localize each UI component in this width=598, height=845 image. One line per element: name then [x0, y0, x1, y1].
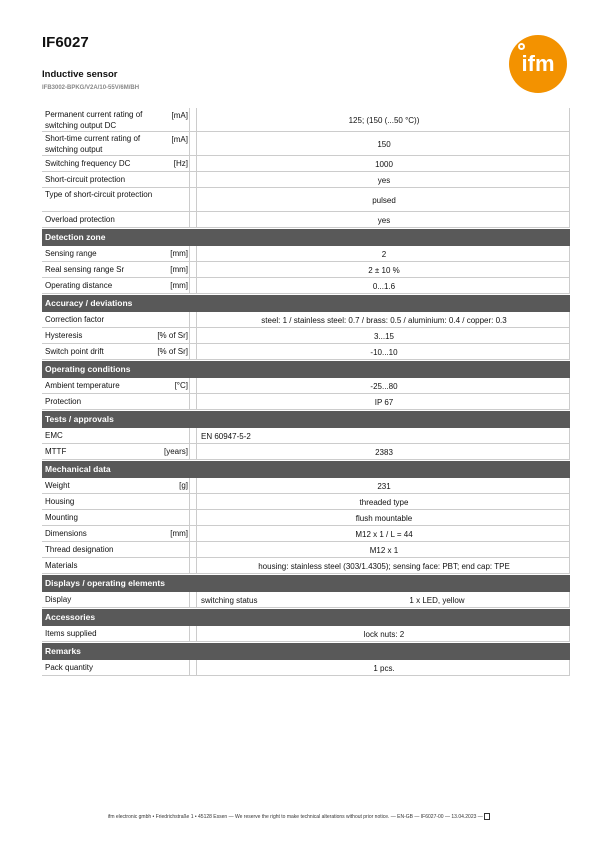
- spec-row: [42, 132, 570, 156]
- section-header: Accessories: [42, 609, 570, 626]
- spec-unit: [% of Sr]: [157, 331, 188, 340]
- spec-value: -10...10: [370, 347, 398, 357]
- spec-row: [42, 312, 570, 328]
- spec-row: [42, 592, 570, 608]
- spec-value-secondary: 1 x LED, yellow: [409, 595, 465, 605]
- spec-value: M12 x 1 / L = 44: [355, 529, 413, 539]
- spec-unit: [mm]: [170, 265, 188, 274]
- spec-value: 2383: [375, 447, 393, 457]
- spec-unit: [g]: [179, 481, 188, 490]
- spec-table: [42, 108, 570, 676]
- section-header: Mechanical data: [42, 461, 570, 478]
- spec-row: [42, 478, 570, 494]
- spec-row: [42, 262, 570, 278]
- section-header: Detection zone: [42, 229, 570, 246]
- spec-label: Sensing range: [45, 249, 97, 258]
- spec-value: EN 60947-5-2: [201, 431, 251, 441]
- spec-row: [42, 660, 570, 676]
- spec-value: housing: stainless steel (303/1.4305); sensing face: PBT; end cap: TPE: [258, 561, 510, 571]
- spec-row: [42, 494, 570, 510]
- page-title: IF6027: [42, 34, 89, 51]
- ifm-logo: [509, 35, 567, 93]
- spec-row: [42, 344, 570, 360]
- spec-row: [42, 278, 570, 294]
- spec-label: Display: [45, 595, 72, 604]
- spec-value: yes: [377, 175, 391, 185]
- spec-label: Switch point drift: [45, 347, 104, 356]
- spec-unit: [Hz]: [173, 159, 188, 168]
- spec-label: Overload protection: [45, 215, 115, 224]
- spec-row: [42, 394, 570, 410]
- spec-value: 1000: [375, 159, 393, 169]
- spec-label: Short-time current rating of switching output: [45, 134, 141, 154]
- spec-row: [42, 378, 570, 394]
- spec-label: Ambient temperature: [45, 381, 120, 390]
- spec-row: [42, 156, 570, 172]
- spec-row: [42, 188, 570, 212]
- spec-label: MTTF: [45, 447, 67, 456]
- spec-value: 2 ± 10 %: [368, 265, 400, 275]
- logo-dot-icon: [518, 43, 525, 50]
- section-header: Operating conditions: [42, 361, 570, 378]
- section-header: Displays / operating elements: [42, 575, 570, 592]
- spec-value: M12 x 1: [369, 545, 399, 555]
- spec-value: -25...80: [370, 381, 398, 391]
- spec-label: Thread designation: [45, 545, 114, 554]
- product-subtitle: Inductive sensor: [42, 69, 118, 80]
- spec-label: Housing: [45, 497, 75, 506]
- spec-value: 125; (150 (...50 °C)): [348, 115, 420, 125]
- spec-value: lock nuts: 2: [363, 629, 405, 639]
- spec-value: 0...1.6: [372, 281, 396, 291]
- spec-unit: [% of Sr]: [157, 347, 188, 356]
- spec-value: flush mountable: [355, 513, 413, 523]
- spec-value: 1 pcs.: [373, 663, 395, 673]
- spec-label: Short-circuit protection: [45, 175, 126, 184]
- spec-label: Mounting: [45, 513, 78, 522]
- spec-unit: [years]: [163, 447, 188, 456]
- spec-label: Type of short-circuit protection: [45, 190, 153, 199]
- spec-row: [42, 510, 570, 526]
- spec-label: Materials: [45, 561, 78, 570]
- spec-row: [42, 542, 570, 558]
- spec-row: [42, 558, 570, 574]
- spec-row: [42, 428, 570, 444]
- spec-row: [42, 212, 570, 228]
- spec-label: Permanent current rating of switching output DC: [45, 110, 143, 130]
- page-icon: [484, 813, 490, 820]
- spec-row: [42, 172, 570, 188]
- spec-value: switching status: [201, 595, 258, 605]
- spec-label: Operating distance: [45, 281, 113, 290]
- spec-label: Dimensions: [45, 529, 87, 538]
- spec-row: [42, 626, 570, 642]
- spec-value: 2: [381, 249, 387, 259]
- spec-label: Weight: [45, 481, 70, 490]
- spec-label: EMC: [45, 431, 63, 440]
- spec-unit: [mA]: [171, 111, 188, 120]
- spec-label: Switching frequency DC: [45, 159, 131, 168]
- spec-value: yes: [377, 215, 391, 225]
- spec-row: [42, 246, 570, 262]
- spec-value: IP 67: [374, 397, 394, 407]
- spec-value: 3...15: [373, 331, 394, 341]
- spec-value: pulsed: [372, 195, 396, 205]
- section-header: Tests / approvals: [42, 411, 570, 428]
- product-code: IFB3002-BPKG/V2A/10-55V/6M/BH: [42, 85, 140, 91]
- spec-row: [42, 328, 570, 344]
- spec-unit: [°C]: [174, 381, 188, 390]
- spec-label: Hysteresis: [45, 331, 83, 340]
- spec-row: [42, 444, 570, 460]
- spec-value: 231: [377, 481, 391, 491]
- spec-row: [42, 108, 570, 132]
- spec-value: steel: 1 / stainless steel: 0.7 / brass: 0.5 / aluminium: 0.4 / copper: 0.3: [261, 315, 507, 325]
- spec-unit: [mm]: [170, 529, 188, 538]
- spec-value: 150: [377, 139, 391, 149]
- footer-text: ifm electronic gmbh • Friedrichstraße 1 • 45128 Essen — We reserve the right to make technical alterations without prior notice. — EN-GB — IF6027-00 — 13.04.2023 —: [107, 813, 483, 820]
- section-header: Accuracy / deviations: [42, 295, 570, 312]
- section-header: Remarks: [42, 643, 570, 660]
- logo-text: ifm: [521, 51, 555, 76]
- spec-label: Protection: [45, 397, 82, 406]
- spec-value: threaded type: [359, 497, 409, 507]
- spec-unit: [mm]: [170, 281, 188, 290]
- spec-label: Real sensing range Sr: [45, 265, 125, 274]
- spec-unit: [mA]: [171, 135, 188, 144]
- page-footer: [0, 813, 598, 820]
- spec-label: Correction factor: [45, 315, 105, 324]
- spec-row: [42, 526, 570, 542]
- spec-label: Pack quantity: [45, 663, 94, 672]
- spec-unit: [mm]: [170, 249, 188, 258]
- spec-label: Items supplied: [45, 629, 97, 638]
